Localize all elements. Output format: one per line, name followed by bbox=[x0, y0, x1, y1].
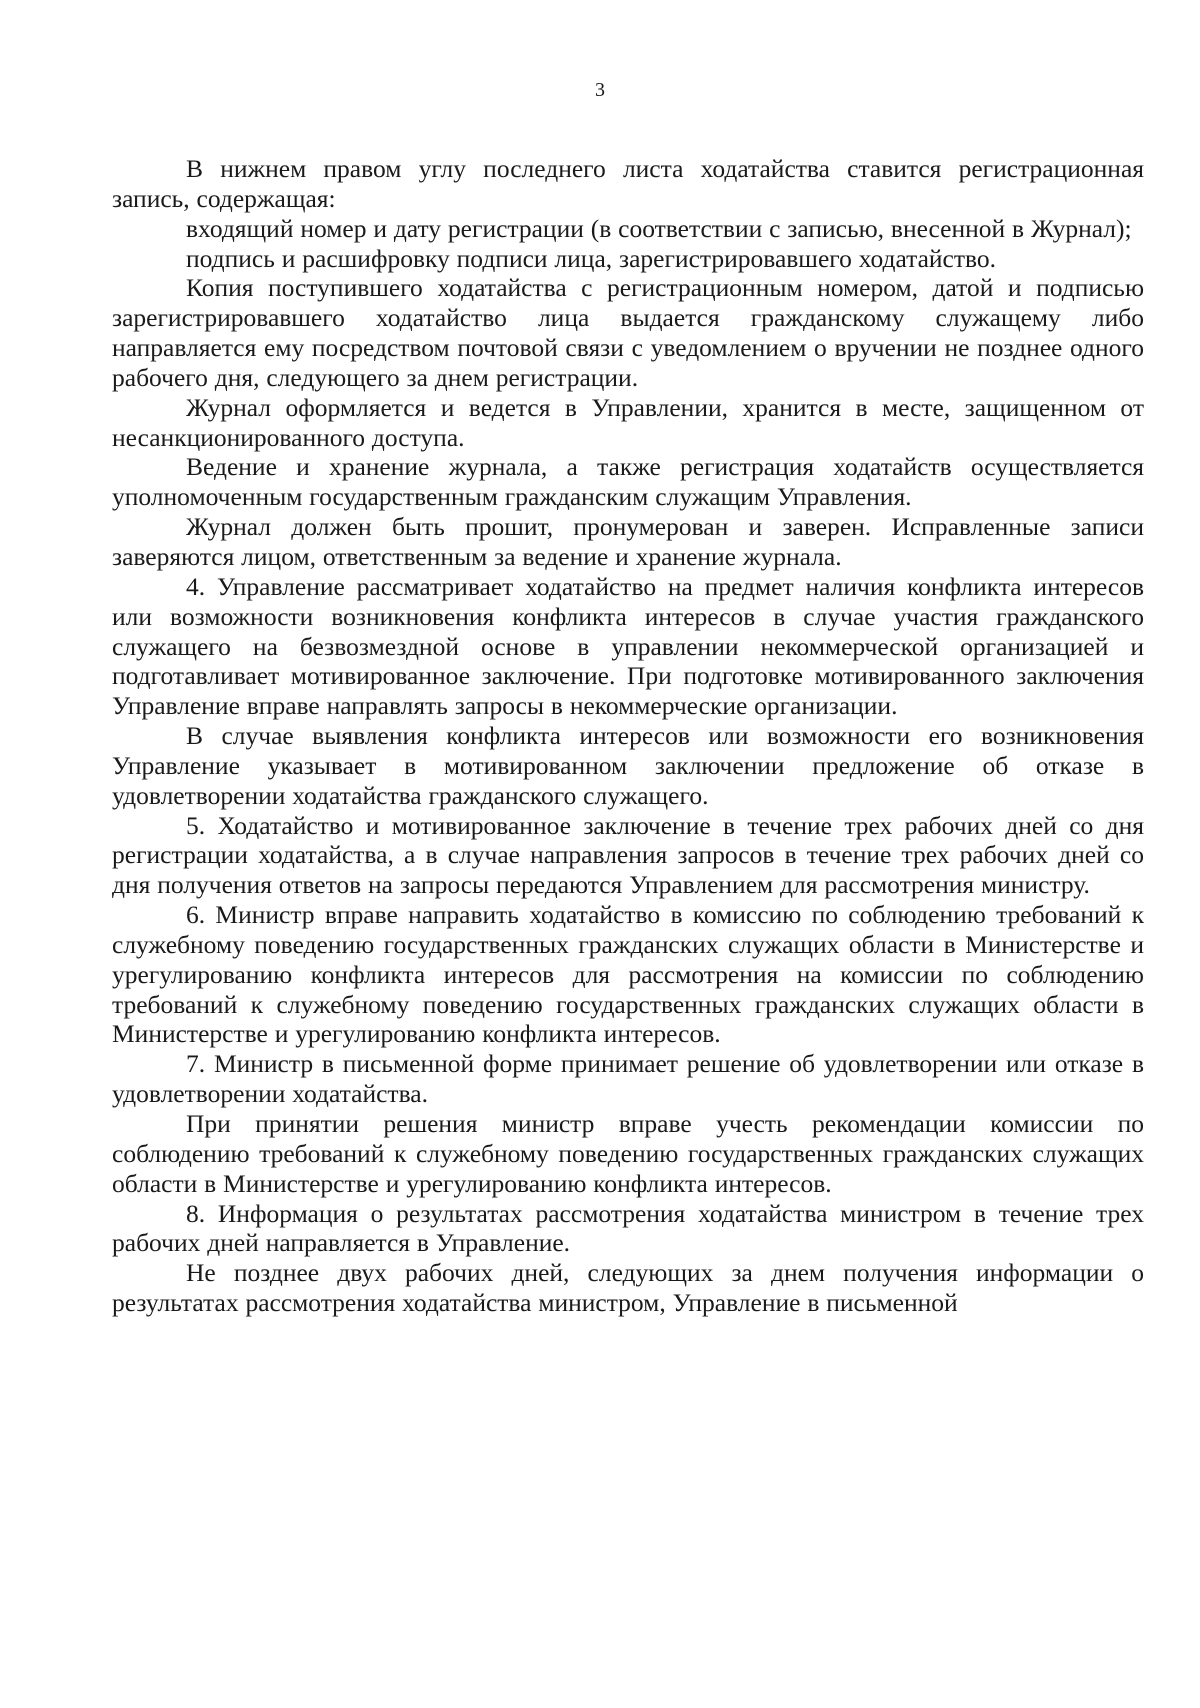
paragraph: Журнал должен быть прошит, пронумерован и заверен. Исправленные записи заверяются лицом, ответственным за ведение и хранение журнала. bbox=[112, 512, 1144, 571]
paragraph: 7. Министр в письменной форме принимает решение об удовлетворении или отказе в удовлетворении ходатайства. bbox=[112, 1049, 1144, 1109]
paragraph: 4. Управление рассматривает ходатайство на предмет наличия конфликта интересов или возможности возникновения конфликта интересов в случае участия гражданского служащего на безвозмездной основе в управлении некоммерческой организацией и подготавливает мотивированное заключение. При подготовке мотивированного заключения Управление вправе направлять запросы в некоммерческие организации. bbox=[112, 571, 1144, 721]
paragraph: Копия поступившего ходатайства с регистрационным номером, датой и подписью зарегистрировавшего ходатайство лица выдается гражданскому служащему либо направляется ему посредством почтовой связи с уведомлением о вручении не позднее одного рабочего дня, следующего за днем регистрации. bbox=[112, 273, 1144, 392]
paragraph: 8. Информация о результатах рассмотрения ходатайства министром в течение трех рабочих дней направляется в Управление. bbox=[112, 1198, 1144, 1258]
paragraph: входящий номер и дату регистрации (в соответствии с записью, внесенной в Журнал); bbox=[186, 213, 1132, 243]
document-body bbox=[112, 154, 1144, 1318]
paragraph: В нижнем правом углу последнего листа ходатайства ставится регистрационная запись, содержащая: bbox=[112, 154, 1144, 213]
paragraph: 6. Министр вправе направить ходатайство в комиссию по соблюдению требований к служебному поведению государственных гражданских служащих области в Министерстве и урегулированию конфликта интересов для рассмотрения на комиссии по соблюдению требований к служебному поведению государственных гражданских служащих области в Министерстве и урегулированию конфликта интересов. bbox=[112, 900, 1144, 1049]
page-number: 3 bbox=[595, 79, 605, 101]
paragraph: При принятии решения министр вправе учесть рекомендации комиссии по соблюдению требований к служебному поведению государственных гражданских служащих области в Министерстве и урегулированию конфликта интересов. bbox=[112, 1109, 1144, 1198]
paragraph: 5. Ходатайство и мотивированное заключение в течение трех рабочих дней со дня регистрации ходатайства, а в случае направления запросов в течение трех рабочих дней со дня получения ответов на запросы передаются Управлением для рассмотрения министру. bbox=[112, 810, 1144, 900]
paragraph: Журнал оформляется и ведется в Управлении, хранится в месте, защищенном от несанкционированного доступа. bbox=[112, 392, 1144, 452]
paragraph: В случае выявления конфликта интересов или возможности его возникновения Управление указывает в мотивированном заключении предложение об отказе в удовлетворении ходатайства гражданского служащего. bbox=[112, 721, 1144, 810]
paragraph: подпись и расшифровку подписи лица, зарегистрировавшего ходатайство. bbox=[186, 243, 997, 273]
paragraph: Ведение и хранение журнала, а также регистрация ходатайств осуществляется уполномоченным государственным гражданским служащим Управления. bbox=[112, 452, 1144, 512]
paragraph: Не позднее двух рабочих дней, следующих за днем получения информации о результатах рассмотрения ходатайства министром, Управление в письменной bbox=[112, 1258, 1144, 1318]
